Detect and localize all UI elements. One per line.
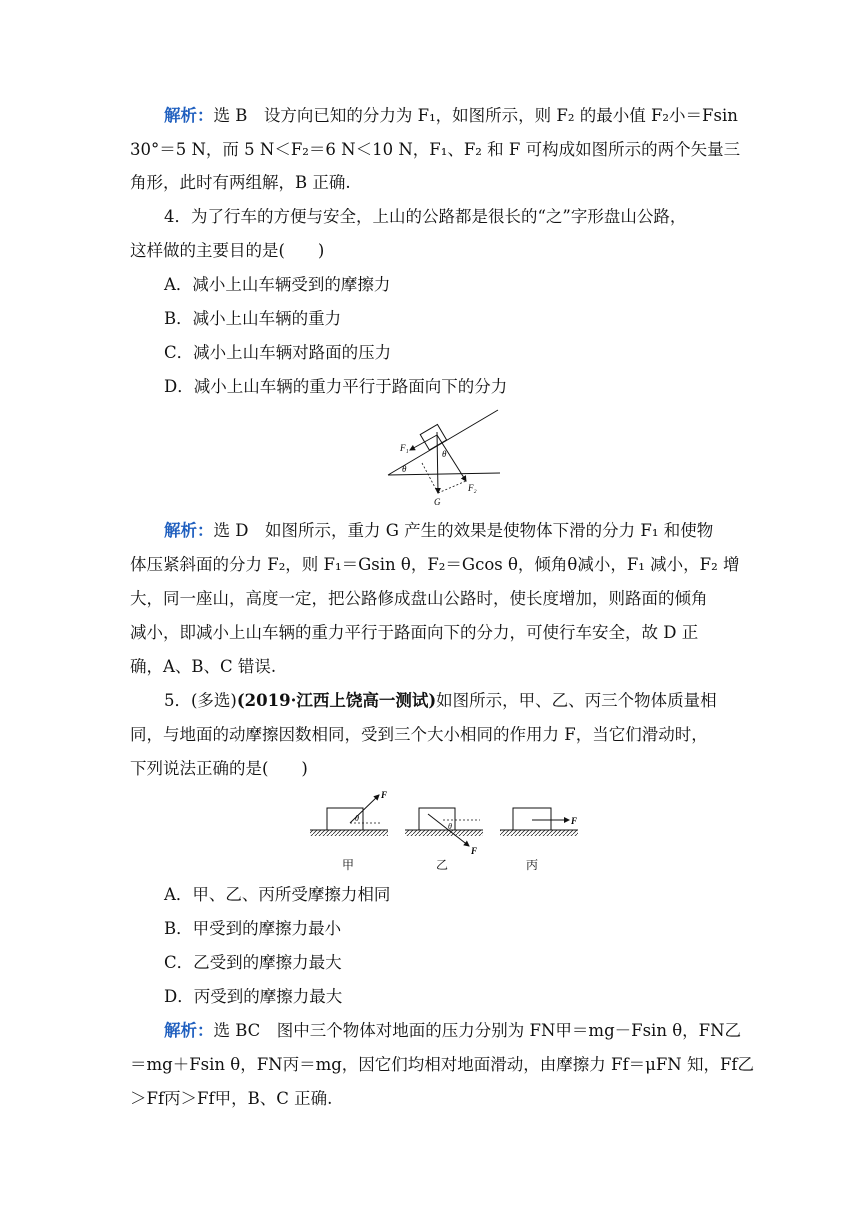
q5-option-b: B．甲受到的摩擦力最小 (164, 919, 342, 938)
svg-text:F: F (471, 846, 478, 856)
caption-jia: 甲 (342, 858, 355, 872)
block-yi (405, 808, 483, 856)
q4-incline-figure (380, 405, 510, 510)
q5-analysis-line-3: ＞Ff丙＞Ff甲，B、C 正确. (130, 1089, 333, 1108)
q5-option-d: D．丙受到的摩擦力最大 (164, 987, 343, 1006)
block-bing (500, 808, 578, 836)
svg-text:F: F (381, 790, 388, 800)
q5-option-a: A．甲、乙、丙所受摩擦力相同 (164, 885, 391, 904)
q4-option-b: B．减小上山车辆的重力 (164, 309, 342, 328)
q5-blocks-figure (305, 790, 595, 860)
q5-analysis-line-2: ＝mg＋Fsin θ，FN丙＝mg，因它们均相对地面滑动，由摩擦力 Ff＝μFN 知，Ff乙 (130, 1055, 755, 1074)
q4-analysis-line-5: 确，A、B、C 错误. (130, 657, 277, 676)
svg-text:θ: θ (402, 464, 407, 474)
q5-analysis-line-1: 解析：选 BC 图中三个物体对地面的压力分别为 FN甲＝mg－Fsin θ，FN乙 (164, 1021, 742, 1040)
q4-analysis-line-4: 减小，即减小上山车辆的重力平行于路面向下的分力，可使行车安全，故 D 正 (130, 623, 699, 642)
q3-analysis-line-3: 角形，此时有两组解，B 正确. (130, 173, 351, 192)
q4-option-a: A．减小上山车辆受到的摩擦力 (164, 275, 391, 294)
q5-stem-line-2: 同，与地面的动摩擦因数相同，受到三个大小相同的作用力 F，当它们滑动时， (130, 725, 708, 744)
q3-analysis-line-1: 解析：选 B 设方向已知的分力为 F₁，如图所示，则 F₂ 的最小值 F₂小＝Fsin (164, 106, 738, 125)
q4-stem-line-2: 这样做的主要目的是( ) (130, 241, 325, 260)
gravity-arrow (437, 432, 438, 493)
q5-stem-line-3: 下列说法正确的是( ) (130, 759, 308, 778)
svg-text:G: G (434, 497, 441, 507)
q3-analysis-line-2: 30°＝5 N，而 5 N＜F₂＝6 N＜10 N，F₁、F₂ 和 F 可构成如图所示的两个矢量三 (130, 140, 741, 159)
q4-analysis-line-1: 解析：选 D 如图所示，重力 G 产生的效果是使物体下滑的分力 F₁ 和使物 (164, 521, 714, 540)
svg-text:θ: θ (355, 814, 359, 823)
q5-source: (2019·江西上饶高一测试) (236, 691, 437, 710)
block-jia (310, 790, 388, 836)
q4-option-c: C．减小上山车辆对路面的压力 (164, 343, 392, 362)
q5-option-c: C．乙受到的摩擦力最大 (164, 953, 342, 972)
svg-text:F: F (571, 816, 578, 826)
svg-text:θ: θ (442, 449, 447, 459)
caption-bing: 丙 (526, 858, 539, 872)
q5-stem-line-1: 5．(多选)(2019·江西上饶高一测试)如图所示，甲、乙、丙三个物体质量相 (164, 691, 717, 710)
analysis-label: 解析： (164, 106, 214, 125)
q4-analysis-line-3: 大，同一座山，高度一定，把公路修成盘山公路时，使长度增加，则路面的倾角 (130, 589, 708, 608)
svg-text:θ: θ (448, 822, 452, 831)
q4-analysis-line-2: 体压紧斜面的分力 F₂，则 F₁＝Gsin θ，F₂＝Gcos θ，倾角θ减小，F₁ 减小，F₂ 增 (130, 555, 740, 574)
svg-text:F₂: F₂ (468, 483, 477, 493)
q4-option-d: D．减小上山车辆的重力平行于路面向下的分力 (164, 377, 508, 396)
f1-label: F₁ (400, 443, 409, 453)
caption-yi: 乙 (436, 858, 449, 872)
q4-stem-line-1: 4．为了行车的方便与安全，上山的公路都是很长的“之”字形盘山公路， (164, 207, 687, 226)
